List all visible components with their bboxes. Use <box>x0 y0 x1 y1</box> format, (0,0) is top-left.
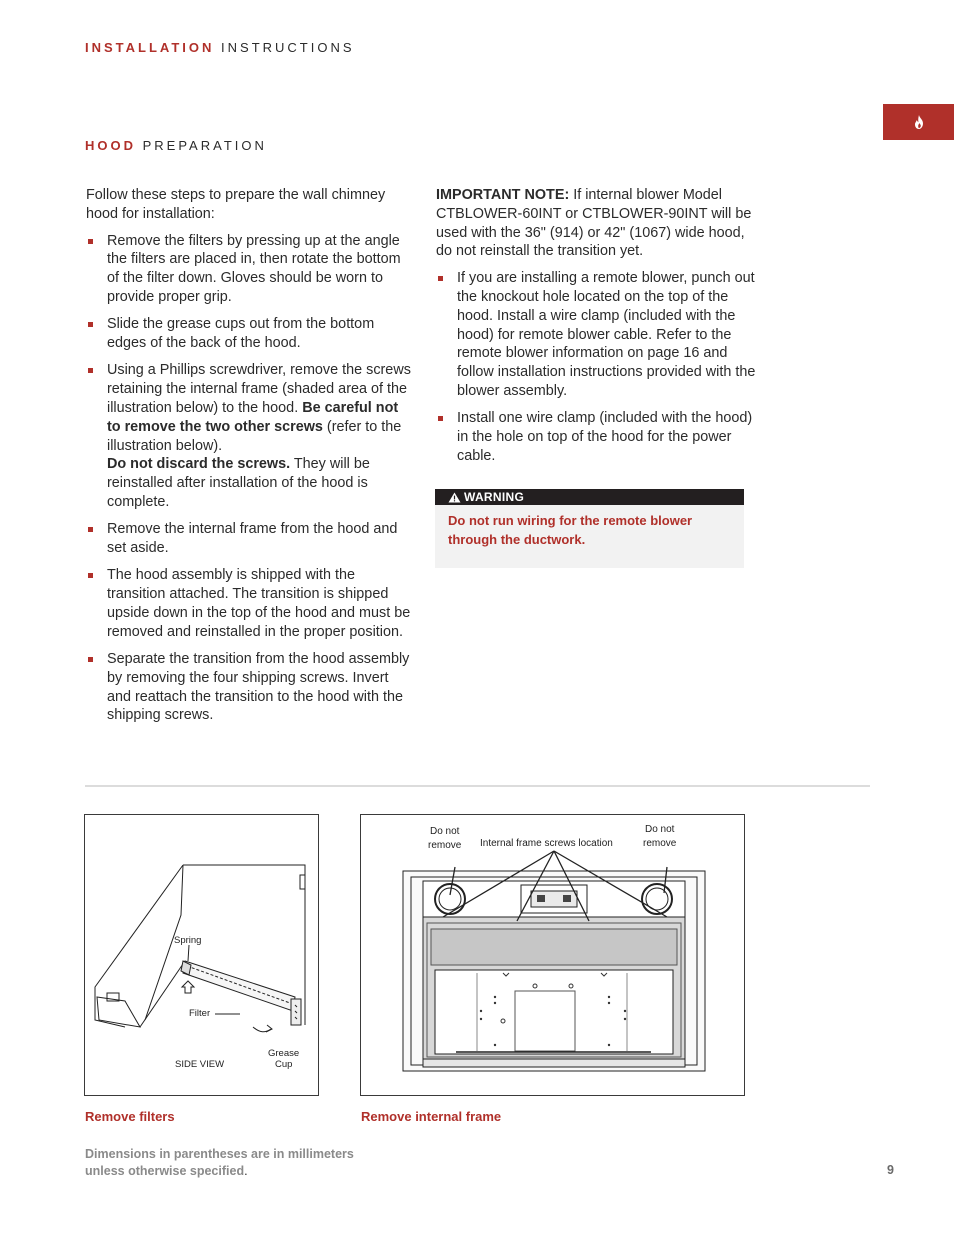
do-not-remove-left-line1: Do not <box>430 826 460 837</box>
list-item: If you are installing a remote blower, punch out the knockout hole located on the top of the hood. Install a wire clamp (included with the hood) for remote blower cable. Refer to the remote blower information on page 16 and follow installation instructions provided with the blower assembly. <box>436 269 758 401</box>
caution-text: Be careful not to remove the two other screws <box>107 399 399 435</box>
list-item: Install one wire clamp (included with the hood) in the hole on top of the hood for the power cable. <box>436 409 758 465</box>
header-rest: INSTRUCTIONS <box>221 40 355 55</box>
grease-label-line2: Cup <box>275 1059 293 1070</box>
section-title-rest: PREPARATION <box>142 138 267 153</box>
caution-text: Do not discard the screws. <box>107 456 291 473</box>
fig1-caption: Remove filters <box>85 1109 175 1124</box>
page-header <box>85 40 355 55</box>
footnote-text: Dimensions in parentheses are in millimeters unless otherwise specified <box>85 1147 354 1178</box>
step-text: (refer to the illustration below). <box>107 418 402 454</box>
side-view-illustration <box>85 815 318 1095</box>
spring-label: Spring <box>174 935 202 946</box>
do-not-remove-right-line2: remove <box>643 838 677 849</box>
remove-internal-frame-figure <box>360 814 745 1096</box>
divider <box>85 785 870 787</box>
warning-bar <box>435 489 744 505</box>
left-bullet-list <box>86 232 411 726</box>
footnote-dot: . <box>244 1164 248 1178</box>
do-not-remove-left-line2: remove <box>428 840 462 851</box>
section-title <box>85 138 267 153</box>
right-bullet-list <box>436 269 758 465</box>
step-text: They will be reinstalled after installation of the hood is complete. <box>107 456 370 510</box>
intro-paragraph: Follow these steps to prepare the wall chimney hood for installation: <box>86 187 386 222</box>
left-column <box>86 186 411 734</box>
remove-filters-figure <box>84 814 319 1096</box>
step-text: Using a Phillips screwdriver, remove the screws retaining the internal frame (shaded area of the illustration below) to the hood. <box>107 362 411 416</box>
list-item <box>86 361 411 511</box>
page-number: 9 <box>887 1163 894 1177</box>
important-note-label: IMPORTANT NOTE: <box>436 187 570 203</box>
fig2-caption: Remove internal frame <box>361 1109 502 1124</box>
warning-title: WARNING <box>464 490 525 504</box>
warning-box <box>435 489 744 568</box>
footnote <box>85 1146 385 1180</box>
right-column <box>436 186 758 474</box>
list-item: Remove the filters by pressing up at the angle the filters are placed in, then rotate the bottom of the filter down. Gloves should be worn to provide proper grip. <box>86 232 411 307</box>
list-item: The hood assembly is shipped with the transition attached. The transition is shipped upside down in the top of the hood and must be removed and reinstalled in the proper position. <box>86 566 411 641</box>
warning-text: Do not run wiring for the remote blower through the ductwork. <box>448 513 693 547</box>
important-note-text: If internal blower Model CTBLOWER-60INT or CTBLOWER-90INT will be used with the 36" (914) or 42" (1067) wide hood, do not reinstall the transition yet. <box>436 187 752 260</box>
flame-icon <box>913 115 925 129</box>
filter-label: Filter <box>189 1008 211 1019</box>
list-item: Separate the transition from the hood assembly by removing the four shipping screws. Invert and reattach the transition to the hood with the shipping screws. <box>86 650 411 725</box>
side-view-label: SIDE VIEW <box>175 1059 225 1070</box>
grease-label-line1: Grease <box>268 1048 300 1059</box>
screws-location-label: Internal frame screws location <box>480 838 613 849</box>
section-tab <box>883 104 954 140</box>
list-item: Remove the internal frame from the hood and set aside. <box>86 520 411 558</box>
front-view-illustration <box>361 815 744 1095</box>
do-not-remove-right-line1: Do not <box>645 824 675 835</box>
header-strong: INSTALLATION <box>85 40 215 55</box>
warning-triangle-icon <box>448 492 461 503</box>
important-note <box>436 186 758 261</box>
section-title-strong: HOOD <box>85 138 136 153</box>
list-item: Slide the grease cups out from the bottom edges of the back of the hood. <box>86 315 411 353</box>
